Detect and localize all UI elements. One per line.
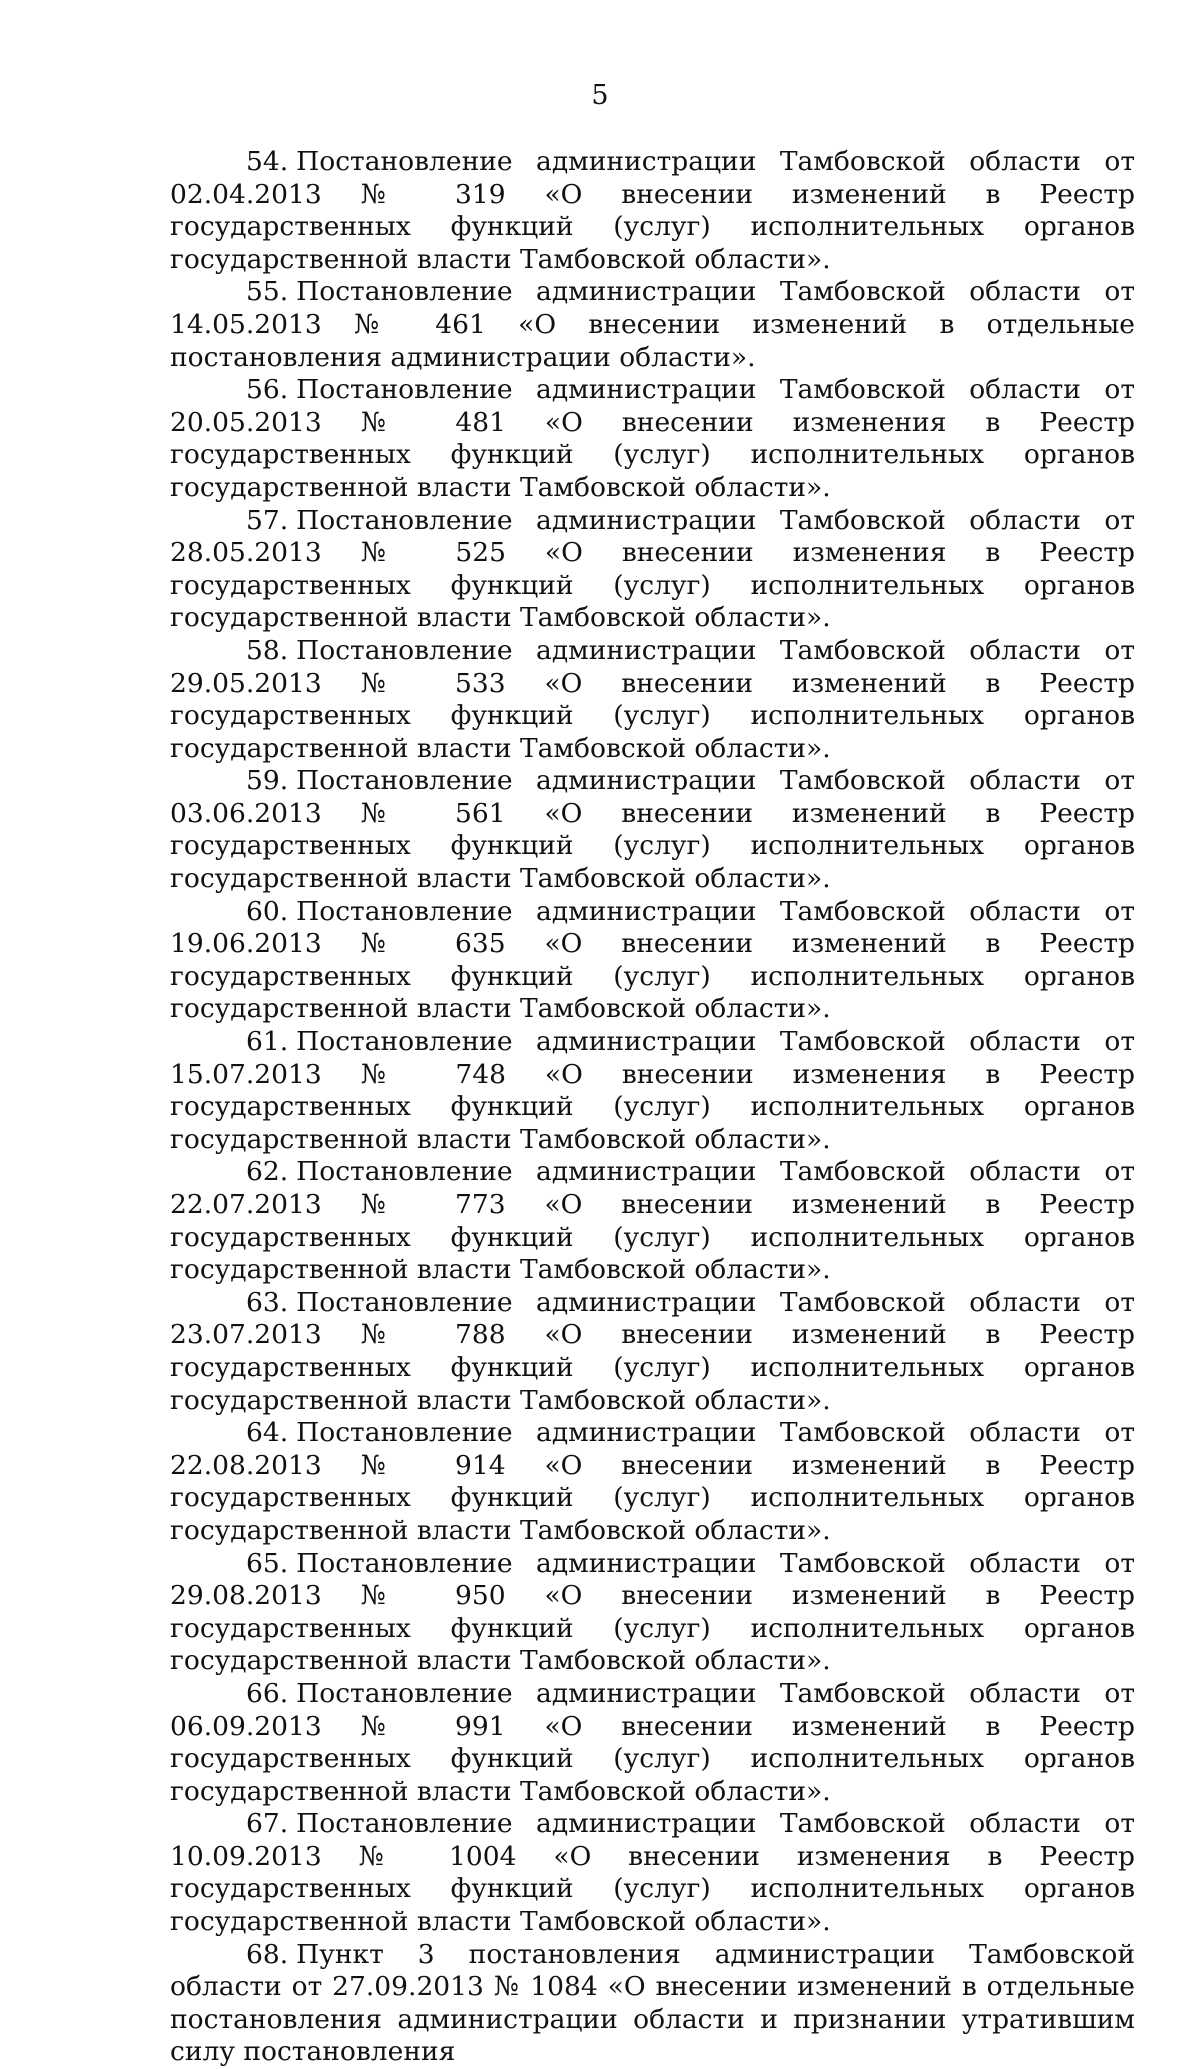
list-item (170, 1417, 1135, 1547)
item-text: Постановление администрации Тамбовской области от 22.07.2013 № 773 «О внесении изменений в Реестр государственных функций (услуг) исполнительных органов государственной власти Тамбовской области». (170, 1156, 1135, 1286)
item-number: 61. (246, 1026, 289, 1058)
item-text: Постановление администрации Тамбовской области от 23.07.2013 № 788 «О внесении изменений в Реестр государственных функций (услуг) исполнительных органов государственной власти Тамбовской области». (170, 1286, 1135, 1416)
item-text: Постановление администрации Тамбовской области от 29.05.2013 № 533 «О внесении изменений в Реестр государственных функций (услуг) исполнительных органов государственной власти Тамбовской области». (170, 634, 1135, 764)
item-text: Постановление администрации Тамбовской области от 14.05.2013 № 461 «О внесении изменений в отдельные постановления администрации области». (170, 276, 1135, 373)
list-item (170, 1548, 1135, 1678)
item-text: Пункт 3 постановления администрации Тамбовской области от 27.09.2013 № 1084 «О внесении изменений в отдельные постановления администрации области и признании утратившим силу постановления (170, 1938, 1135, 2068)
list-item (170, 896, 1135, 1026)
item-text: Постановление администрации Тамбовской области от 22.08.2013 № 914 «О внесении изменений в Реестр государственных функций (услуг) исполнительных органов государственной власти Тамбовской области». (170, 1417, 1135, 1546)
item-text: Постановление администрации Тамбовской области от 06.09.2013 № 991 «О внесении изменений в Реестр государственных функций (услуг) исполнительных органов государственной власти Тамбовской области». (170, 1677, 1135, 1807)
item-number: 68. (246, 1938, 289, 1970)
page-number: 5 (591, 80, 609, 111)
item-number: 67. (246, 1808, 289, 1840)
item-text: Постановление администрации Тамбовской области от 20.05.2013 № 481 «О внесении изменения в Реестр государственных функций (услуг) исполнительных органов государственной власти Тамбовской области». (170, 374, 1135, 503)
item-number: 55. (246, 276, 289, 308)
list-item (170, 1026, 1135, 1156)
list-item (170, 1808, 1135, 1938)
list-item (170, 765, 1135, 895)
list-item (170, 374, 1135, 504)
item-number: 64. (246, 1417, 289, 1449)
list-item (170, 1939, 1135, 2069)
list-item (170, 1156, 1135, 1286)
item-number: 65. (246, 1547, 289, 1579)
list-item (170, 1678, 1135, 1808)
item-text: Постановление администрации Тамбовской области от 03.06.2013 № 561 «О внесении изменений в Реестр государственных функций (услуг) исполнительных органов государственной власти Тамбовской области». (170, 765, 1135, 895)
document-body (170, 146, 1135, 2069)
list-item (170, 505, 1135, 635)
item-number: 57. (246, 504, 289, 536)
item-number: 54. (246, 146, 289, 177)
item-number: 62. (246, 1156, 289, 1188)
item-number: 60. (246, 895, 289, 927)
item-number: 66. (246, 1677, 289, 1709)
list-item (170, 635, 1135, 765)
list-item (170, 1287, 1135, 1417)
item-number: 56. (246, 374, 289, 406)
item-text: Постановление администрации Тамбовской области от 15.07.2013 № 748 «О внесении изменения в Реестр государственных функций (услуг) исполнительных органов государственной власти Тамбовской области». (170, 1026, 1135, 1155)
item-number: 63. (246, 1286, 289, 1318)
list-item (170, 276, 1135, 374)
item-text: Постановление администрации Тамбовской области от 28.05.2013 № 525 «О внесении изменения в Реестр государственных функций (услуг) исполнительных органов государственной власти Тамбовской области». (170, 504, 1135, 634)
item-text: Постановление администрации Тамбовской области от 10.09.2013 № 1004 «О внесении изменения в Реестр государственных функций (услуг) исполнительных органов государственной власти Тамбовской области». (170, 1808, 1135, 1938)
item-text: Постановление администрации Тамбовской области от 19.06.2013 № 635 «О внесении изменений в Реестр государственных функций (услуг) исполнительных органов государственной власти Тамбовской области». (170, 895, 1135, 1025)
item-number: 58. (246, 634, 289, 666)
list-item (170, 146, 1135, 276)
item-number: 59. (246, 765, 289, 797)
item-text: Постановление администрации Тамбовской области от 29.08.2013 № 950 «О внесении изменений в Реестр государственных функций (услуг) исполнительных органов государственной власти Тамбовской области». (170, 1547, 1135, 1677)
item-text: Постановление администрации Тамбовской области от 02.04.2013 № 319 «О внесении изменений в Реестр государственных функций (услуг) исполнительных органов государственной власти Тамбовской области». (170, 146, 1135, 275)
